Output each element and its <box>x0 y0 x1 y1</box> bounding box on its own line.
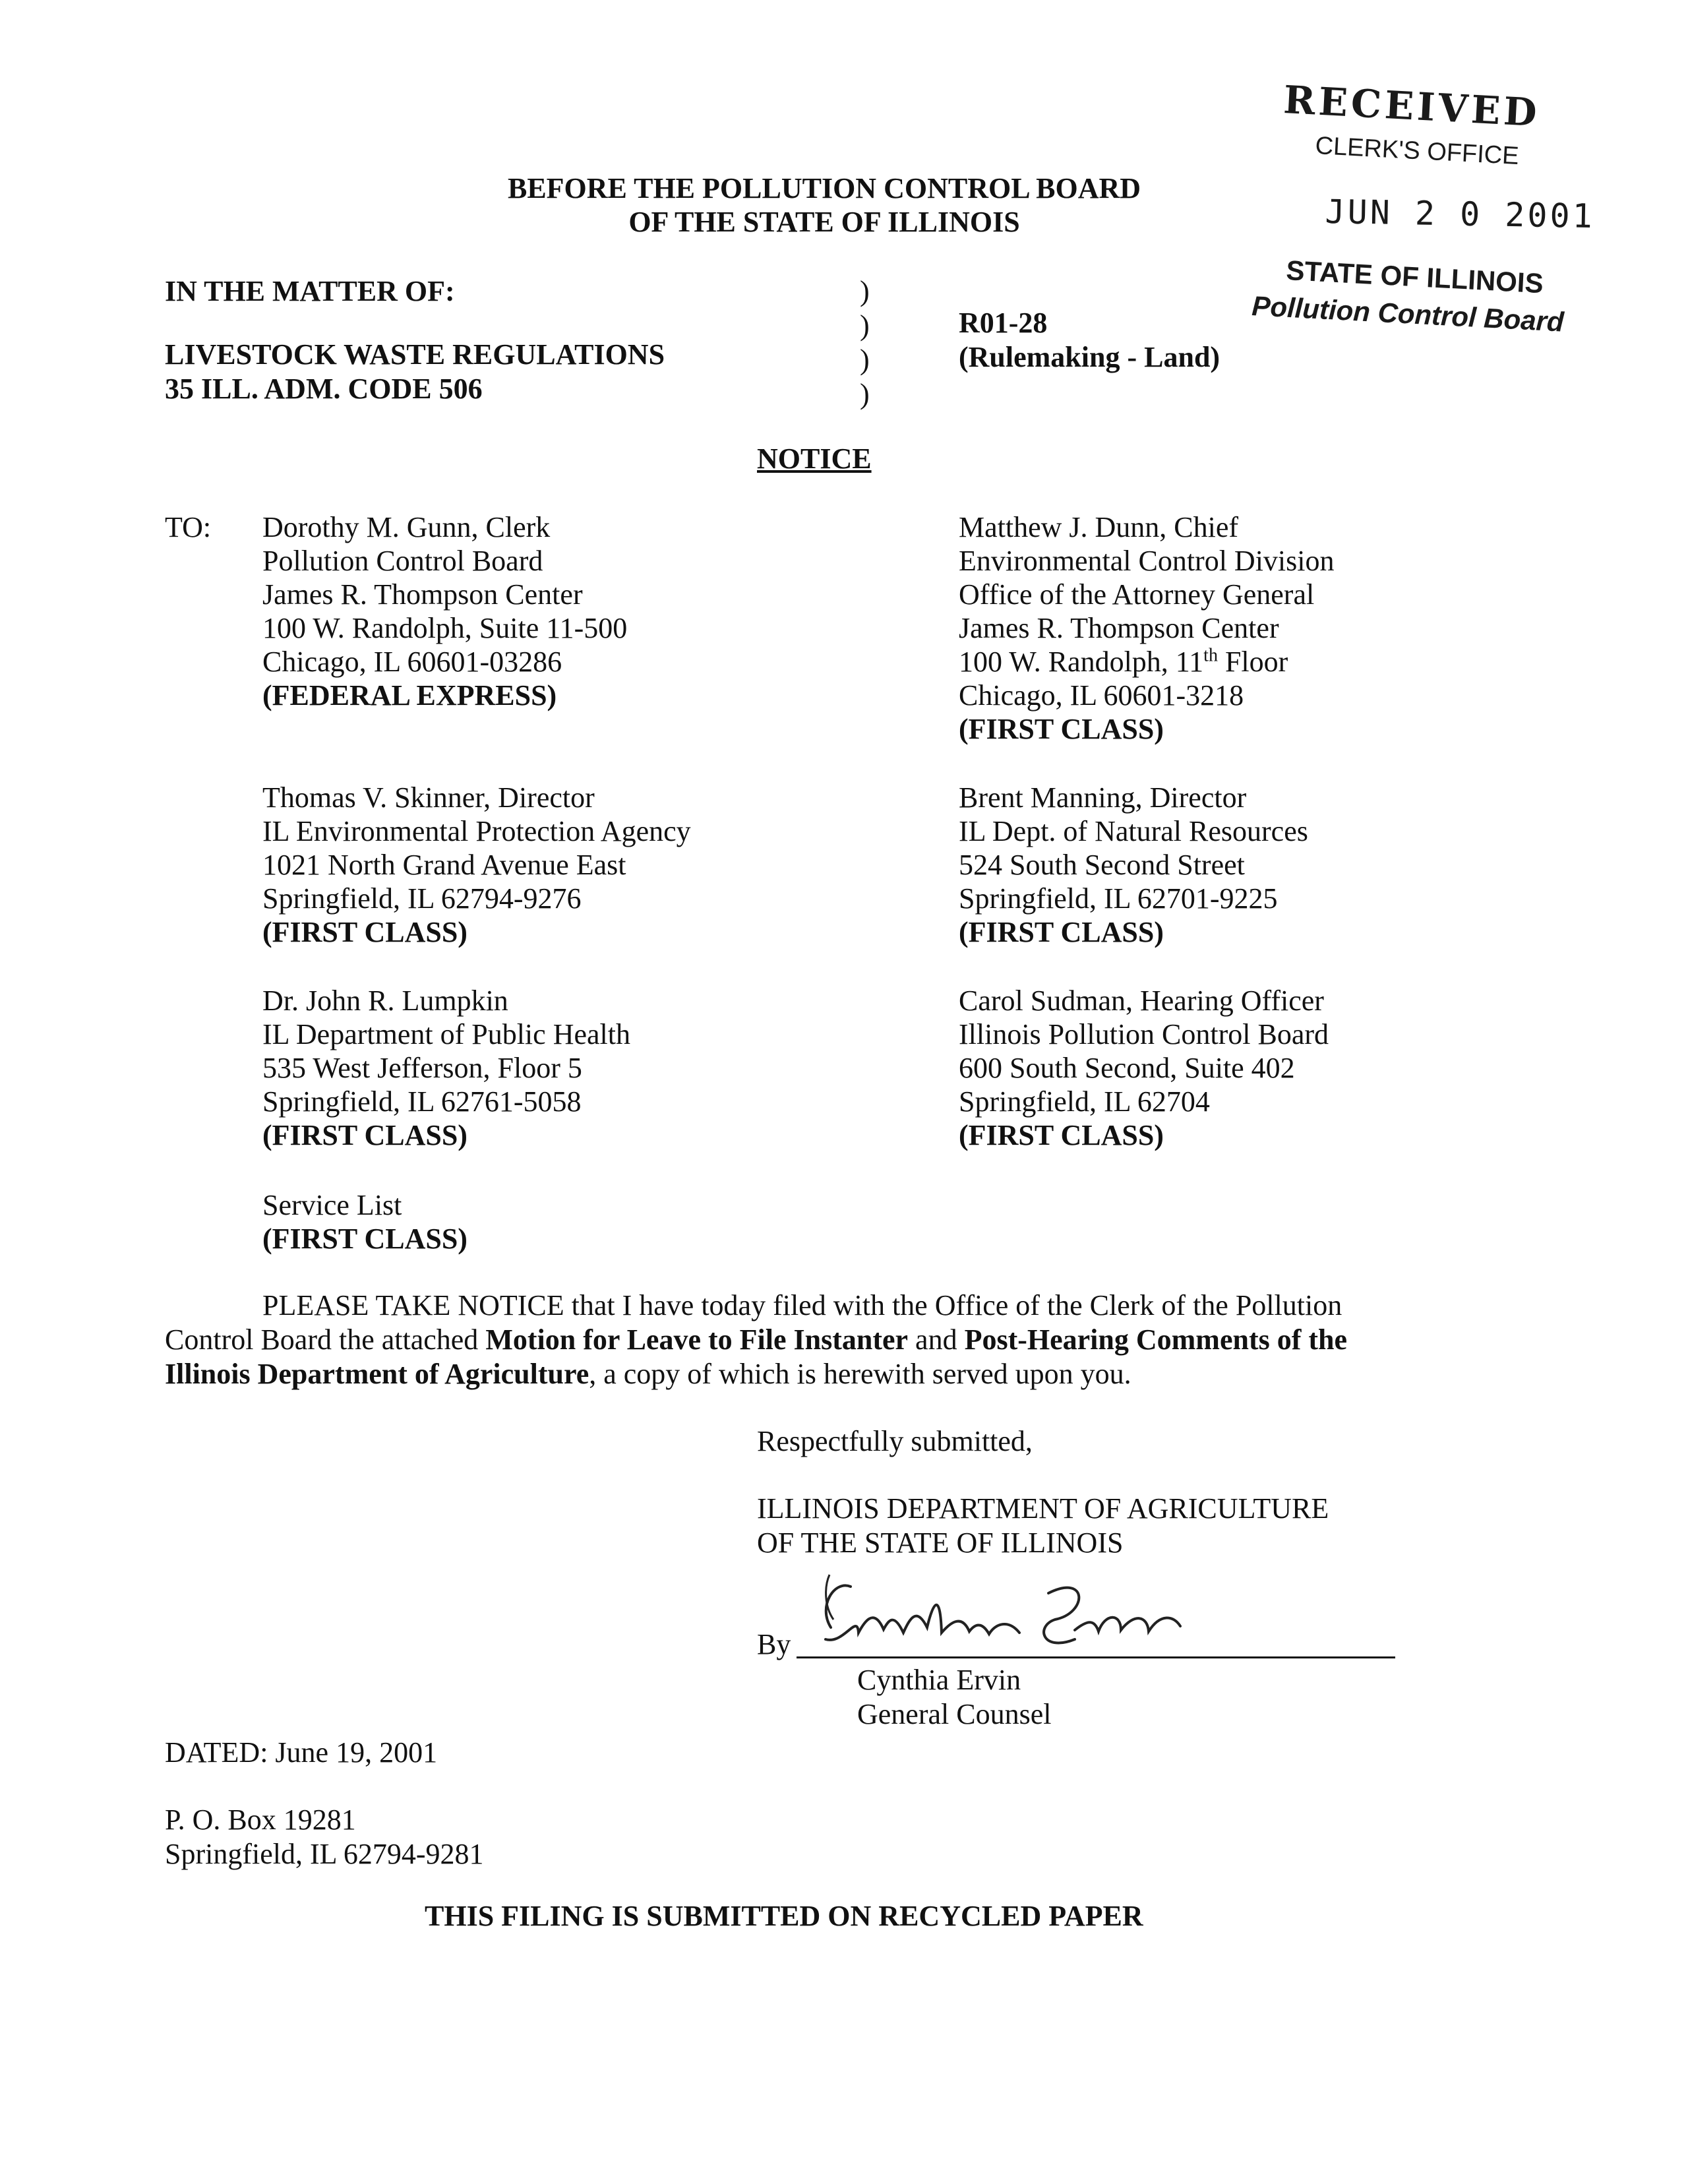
board-title-line2: OF THE STATE OF ILLINOIS <box>628 206 1020 238</box>
recipient-line: Office of the Attorney General <box>959 578 1315 611</box>
recipient-block <box>959 984 1329 1152</box>
recipient-line: Chicago, IL 60601-3218 <box>959 679 1244 712</box>
recipient-line: Springfield, IL 62794-9276 <box>262 882 582 915</box>
board-title <box>369 171 1279 239</box>
caption-title-line2: 35 ILL. ADM. CODE 506 <box>165 373 483 405</box>
caption-paren: ) <box>860 378 870 410</box>
delivery-method: (FIRST CLASS) <box>262 1119 467 1151</box>
recipient-line: 535 West Jefferson, Floor 5 <box>262 1052 582 1084</box>
recipient-line: IL Department of Public Health <box>262 1018 630 1050</box>
recipient-block <box>262 781 691 949</box>
paragraph-line <box>165 1357 1550 1391</box>
received-stamp-state: STATE OF ILLINOIS <box>1285 254 1544 299</box>
recipient-line: 600 South Second, Suite 402 <box>959 1052 1295 1084</box>
paragraph-line <box>165 1323 1550 1357</box>
motion-title: Motion for Leave to File Instanter <box>485 1323 909 1356</box>
delivery-method: (FIRST CLASS) <box>262 916 467 948</box>
paragraph-text: and <box>908 1323 965 1356</box>
recipient-line: Illinois Pollution Control Board <box>959 1018 1329 1050</box>
paragraph-text: , a copy of which is herewith served upon you. <box>589 1358 1131 1390</box>
recipient-block <box>262 984 630 1152</box>
notice-heading: NOTICE <box>757 442 872 475</box>
recipient-line: James R. Thompson Center <box>262 578 583 611</box>
respectfully-submitted: Respectfully submitted, <box>757 1425 1033 1457</box>
signature-by-label: By <box>757 1628 791 1660</box>
received-stamp-date: JUN 2 0 2001 <box>1325 193 1596 236</box>
recipient-line: Chicago, IL 60601-03286 <box>262 646 562 678</box>
delivery-method: (FIRST CLASS) <box>262 1223 467 1255</box>
received-stamp-board: Pollution Control Board <box>1251 289 1565 338</box>
delivery-method: (FIRST CLASS) <box>959 916 1164 948</box>
recipient-line: James R. Thompson Center <box>959 612 1279 644</box>
caption-paren: ) <box>860 344 870 376</box>
received-stamp-office: CLERK'S OFFICE <box>1314 131 1520 171</box>
delivery-method: (FIRST CLASS) <box>959 1119 1164 1151</box>
paragraph-text: Control Board the attached <box>165 1323 486 1356</box>
recipient-line: Pollution Control Board <box>262 545 543 577</box>
recipient-line: Carol Sudman, Hearing Officer <box>959 985 1324 1017</box>
recipient-block <box>959 781 1308 949</box>
recipient-block <box>262 1188 467 1256</box>
signer-name: Cynthia Ervin <box>857 1664 1021 1696</box>
received-stamp-title: RECEIVED <box>1282 77 1542 136</box>
recipient-line: Matthew J. Dunn, Chief <box>959 511 1239 543</box>
handwritten-signature <box>811 1567 1233 1666</box>
recipient-line: Service List <box>262 1189 402 1221</box>
recipient-line: Dr. John R. Lumpkin <box>262 985 508 1017</box>
docket-type: (Rulemaking - Land) <box>959 341 1221 373</box>
city-zip: Springfield, IL 62794-9281 <box>165 1838 484 1870</box>
recipient-line: 100 W. Randolph, Suite 11-500 <box>262 612 628 644</box>
org-line2: OF THE STATE OF ILLINOIS <box>757 1527 1124 1559</box>
caption-title-line1: LIVESTOCK WASTE REGULATIONS <box>165 338 665 371</box>
signer-title: General Counsel <box>857 1698 1052 1730</box>
caption-in-the-matter: IN THE MATTER OF: <box>165 275 455 307</box>
recipient-line: 1021 North Grand Avenue East <box>262 849 626 881</box>
org-line1: ILLINOIS DEPARTMENT OF AGRICULTURE <box>757 1492 1329 1525</box>
recipient-block <box>262 510 627 712</box>
po-box: P. O. Box 19281 <box>165 1804 356 1836</box>
board-title-line1: BEFORE THE POLLUTION CONTROL BOARD <box>507 172 1141 204</box>
paragraph-line: PLEASE TAKE NOTICE that I have today filed with the Office of the Clerk of the Pollution <box>262 1289 1342 1321</box>
floor-prefix: 100 W. Randolph, 11 <box>959 646 1204 678</box>
signature-line <box>797 1656 1395 1658</box>
recipient-line: IL Environmental Protection Agency <box>262 815 691 847</box>
recipient-line: Thomas V. Skinner, Director <box>262 781 595 814</box>
comments-title-cont: Illinois Department of Agriculture <box>165 1358 589 1390</box>
delivery-method: (FEDERAL EXPRESS) <box>262 679 557 712</box>
recipient-line: Springfield, IL 62761-5058 <box>262 1085 582 1118</box>
notice-paragraph <box>165 1289 1550 1391</box>
floor-suffix: Floor <box>1217 646 1288 678</box>
recycled-paper-note: THIS FILING IS SUBMITTED ON RECYCLED PAPER <box>425 1900 1143 1932</box>
recipient-line: Dorothy M. Gunn, Clerk <box>262 511 551 543</box>
delivery-method: (FIRST CLASS) <box>959 713 1164 745</box>
caption-paren: ) <box>860 275 870 307</box>
recipient-line: Environmental Control Division <box>959 545 1335 577</box>
recipient-line <box>959 645 1335 679</box>
recipient-line: Brent Manning, Director <box>959 781 1247 814</box>
caption-paren: ) <box>860 309 870 342</box>
recipient-line: Springfield, IL 62701-9225 <box>959 882 1278 915</box>
to-label: TO: <box>165 511 212 543</box>
floor-superscript: th <box>1203 645 1218 666</box>
comments-title: Post-Hearing Comments of the <box>964 1323 1348 1356</box>
recipient-line: 524 South Second Street <box>959 849 1245 881</box>
recipient-line: Springfield, IL 62704 <box>959 1085 1210 1118</box>
docket-number: R01-28 <box>959 307 1048 339</box>
dated-line: DATED: June 19, 2001 <box>165 1736 438 1769</box>
recipient-block <box>959 510 1335 746</box>
recipient-line: IL Dept. of Natural Resources <box>959 815 1308 847</box>
